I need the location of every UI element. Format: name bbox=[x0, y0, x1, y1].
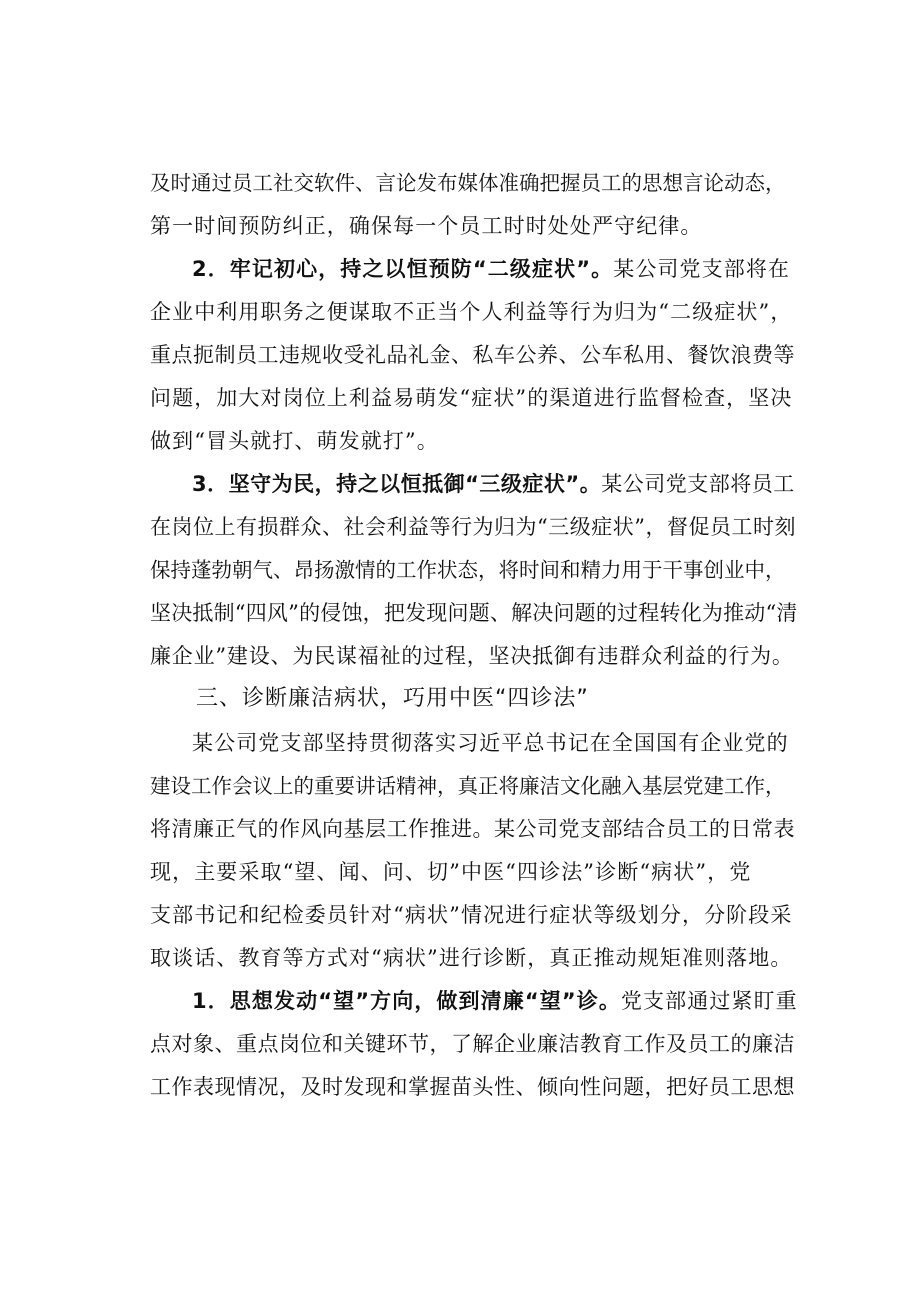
paragraph-2-line-4: 问题，加大对岗位上利益易萌发“症状”的渠道进行监督检查，坚决 bbox=[150, 386, 793, 410]
paragraph-4-line-1: 某公司党支部坚持贯彻落实习近平总书记在全国国有企业党的 bbox=[192, 731, 789, 755]
paragraph-3-line-4: 坚决抵制“四风”的侵蚀，把发现问题、解决问题的过程转化为推动“清 bbox=[150, 601, 798, 625]
paragraph-3-line-5: 廉企业”建设、为民谋福祉的过程，坚决抵御有违群众利益的行为。 bbox=[150, 644, 794, 668]
paragraph-4-line-4: 现，主要采取“望、闻、问、切”中医“四诊法”诊断“病状”，党 bbox=[150, 860, 752, 884]
paragraph-5-bold-lead: 1．思想发动“望”方向，做到清廉“望”诊。 bbox=[192, 989, 621, 1013]
paragraph-5-line-1-rest: 党支部通过紧盯重 bbox=[620, 989, 798, 1013]
paragraph-1-line-2: 第一时间预防纠正，确保每一个员工时时处处严守纪律。 bbox=[150, 214, 703, 238]
paragraph-2-line-1 bbox=[192, 252, 790, 286]
paragraph-4-line-6: 取谈话、教育等方式对“病状”进行诊断，真正推动规矩准则落地。 bbox=[150, 946, 793, 970]
paragraph-4-line-2: 建设工作会议上的重要讲话精神，真正将廉洁文化融入基层党建工作， bbox=[150, 774, 786, 798]
paragraph-2-line-5: 做到“冒头就打、萌发就打”。 bbox=[150, 429, 439, 453]
paragraph-3-line-1 bbox=[192, 467, 795, 501]
paragraph-2-line-2: 企业中利用职务之便谋取不正当个人利益等行为归为“二级症状”， bbox=[150, 300, 793, 324]
paragraph-3-line-3: 保持蓬勃朝气、昂扬激情的工作状态，将时间和精力用于干事创业中， bbox=[150, 558, 786, 582]
paragraph-5-line-1 bbox=[192, 984, 798, 1018]
paragraph-5-line-2: 点对象、重点岗位和关键环节，了解企业廉洁教育工作及员工的廉洁 bbox=[150, 1032, 795, 1056]
paragraph-4-line-3: 将清廉正气的作风向基层工作推进。某公司党支部结合员工的日常表 bbox=[150, 817, 795, 841]
paragraph-4-line-5: 支部书记和纪检委员针对“病状”情况进行症状等级划分，分阶段采 bbox=[150, 903, 793, 927]
paragraph-2-line-1-rest: 某公司党支部将在 bbox=[613, 257, 791, 281]
paragraph-5-line-3: 工作表现情况，及时发现和掌握苗头性、倾向性问题，把好员工思想 bbox=[150, 1075, 795, 1099]
paragraph-3-bold-lead: 3．坚守为民，持之以恒抵御“三级症状”。 bbox=[192, 472, 602, 496]
section-heading: 三、诊断廉洁病状，巧用中医“四诊法” bbox=[196, 686, 589, 711]
paragraph-3-line-2: 在岗位上有损群众、社会利益等行为归为“三级症状”，督促员工时刻 bbox=[150, 515, 796, 539]
paragraph-3-line-1-rest: 某公司党支部将员工 bbox=[601, 472, 795, 496]
paragraph-1-line-1: 及时通过员工社交软件、言论发布媒体准确把握员工的思想言论动态， bbox=[150, 171, 786, 195]
paragraph-2-line-3: 重点扼制员工违规收受礼品礼金、私车公养、公车私用、餐饮浪费等 bbox=[150, 343, 795, 367]
paragraph-2-bold-lead: 2．牢记初心，持之以恒预防“二级症状”。 bbox=[192, 257, 614, 281]
